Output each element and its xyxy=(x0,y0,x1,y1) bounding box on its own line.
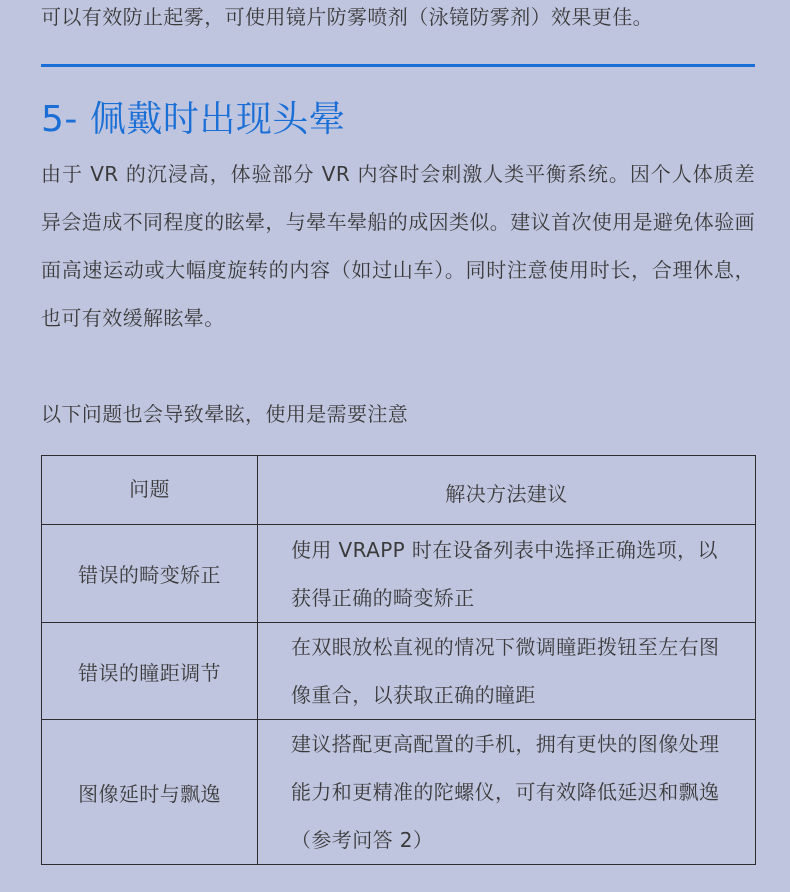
header-issue: 问题 xyxy=(42,456,258,525)
section-heading: 5- 佩戴时出现头晕 xyxy=(41,99,346,140)
table-row xyxy=(42,720,756,865)
table-row xyxy=(42,525,756,623)
issue-cell: 错误的瞳距调节 xyxy=(42,623,258,720)
solution-cell: 使用 VRAPP 时在设备列表中选择正确选项，以获得正确的畸变矫正 xyxy=(258,525,756,623)
table-intro-text: 以下问题也会导致晕眩，使用是需要注意 xyxy=(41,402,409,426)
table-header-row xyxy=(42,456,756,525)
issue-cell: 图像延时与飘逸 xyxy=(42,720,258,865)
header-solution: 解决方法建议 xyxy=(258,456,756,525)
solution-cell: 建议搭配更高配置的手机，拥有更快的图像处理能力和更精准的陀螺仪，可有效降低延迟和飘逸（参考问答 2） xyxy=(258,720,756,865)
solution-cell: 在双眼放松直视的情况下微调瞳距拨钮至左右图像重合，以获取正确的瞳距 xyxy=(258,623,756,720)
section-divider xyxy=(41,64,755,67)
dizziness-issues-table xyxy=(41,455,756,865)
previous-section-text: 可以有效防止起雾，可使用镜片防雾喷剂（泳镜防雾剂）效果更佳。 xyxy=(41,5,653,29)
table-row xyxy=(42,623,756,720)
section-paragraph: 由于 VR 的沉浸高，体验部分 VR 内容时会刺激人类平衡系统。因个人体质差异会造成不同程度的眩晕，与晕车晕船的成因类似。建议首次使用是避免体验画面高速运动或大幅度旋转的内容（如过山车）。同时注意使用时长，合理休息，也可有效缓解眩晕。 xyxy=(41,162,755,330)
issue-cell: 错误的畸变矫正 xyxy=(42,525,258,623)
